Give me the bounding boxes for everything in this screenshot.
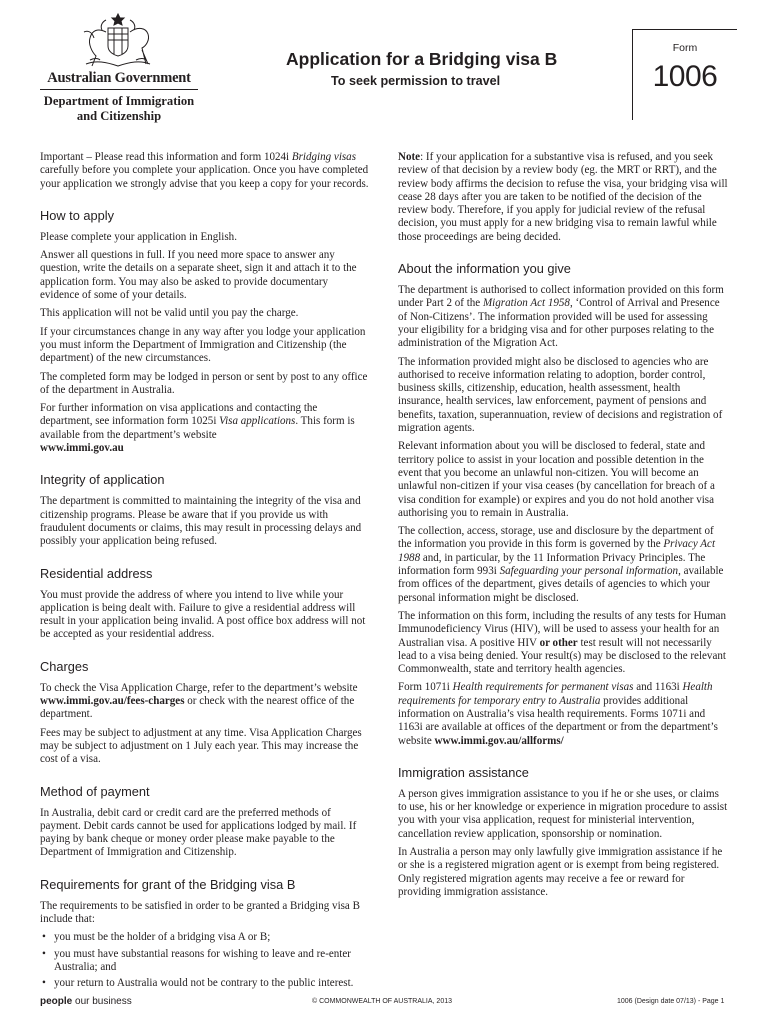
header-divider [40, 89, 198, 90]
paragraph: Please complete your application in English. [40, 230, 237, 243]
paragraph: The completed form may be lodged in person or sent by post to any office of the department in Australia. [40, 370, 368, 396]
integrity-heading: Integrity of application [40, 472, 165, 488]
paragraph: The department is committed to maintaining the integrity of the visa and citizenship programs. Please be aware that if you provide us with fraudulent documents or claims, this may result in processing delays and possibly your application being refused. [40, 495, 362, 548]
paragraph: Answer all questions in full. If you need more space to answer any question, write the details on a separate sheet, sign it and attach it to the application form. You may also be asked to provide documentary evidence of some of your details. [40, 249, 357, 302]
page-footer [0, 996, 770, 1016]
coat-of-arms-icon [76, 12, 160, 74]
department-name [40, 94, 198, 124]
how-to-apply-heading: How to apply [40, 207, 114, 223]
charges-heading: Charges [40, 658, 89, 674]
department-name-line1: Department of Immigration [43, 94, 195, 108]
immigration-assistance-heading: Immigration assistance [398, 764, 529, 780]
paragraph: In Australia, debit card or credit card are the preferred methods of payment. Debit cards cannot be used for applications lodged by mail. If paying by bank cheque or money order please make payable to the Department of Immigration and Citizenship. [40, 806, 357, 859]
paragraph: To check the Visa Application Charge, refer to the department’s website www.immi.gov.au/fees-charges or check with the nearest office of the department. [40, 681, 358, 721]
paragraph: The department is authorised to collect information provided on this form under Part 2 of the Migration Act 1958, ‘Control of Arrival and Presence of Non-Citizens’. The information provided will be used for assessing your eligibility for a bridging visa and for other purposes relating to the administration of the Migration Act. [398, 284, 724, 350]
requirements-list [40, 931, 370, 990]
paragraph: The information provided might also be disclosed to agencies who are authorised to receive information relating to adoption, border control, business skills, citizenship, education, health assessment, health insurance, health services, law enforcement, payment of pensions and benefits, taxation, superannuation, review of decisions and registration of migration agents. [398, 355, 723, 435]
intro-paragraph: Important – Please read this information and form 1024i Bridging visas carefully before you complete your application. Once you have completed your application we strongly advise that you keep a copy for your records. [40, 151, 369, 190]
government-name: Australian Government [47, 70, 191, 86]
website-link[interactable]: www.immi.gov.au [40, 442, 124, 455]
form-title: Application for a Bridging visa B [286, 49, 558, 69]
right-column [398, 151, 728, 904]
paragraph: Relevant information about you will be disclosed to federal, state and territory police to assist in your location and possible detention in the event that you become an unlawful non-citizen. You will become an unlawful non-citizen if your visa ceases (by cancellation for breach of a visa condition for example) or expires and you do not hold another visa authorising you to remain in Australia. [398, 440, 715, 519]
about-information-heading: About the information you give [398, 261, 571, 277]
form-number-box [632, 29, 737, 120]
residential-address-heading: Residential address [40, 565, 153, 581]
paragraph: Form 1071i Health requirements for permanent visas and 1163i Health requirements for temporary entry to Australia provides additional information on Australia’s visa health requirements. Forms 1071i and 1163i are available at offices of the department or from the department’s website www.immi.gov.au/allforms/ [398, 681, 718, 747]
paragraph: This application will not be valid until you pay the charge. [40, 307, 299, 320]
list-item: • your return to Australia would not be contrary to the public interest. [40, 977, 370, 990]
note-paragraph: Note: If your application for a substantive visa is refused, and you seek review of that decision by a review body (eg. the MRT or RRT), and the review body affirms the decision to refuse the visa, your bridging visa will cease 28 days after you are taken to be notified of the decision of the review body. Therefore, if you apply for judicial review of the refusal decision, you must apply for a new bridging visa to remain lawful while those proceedings are being decided. [398, 151, 728, 243]
forms-link[interactable]: www.immi.gov.au/allforms/ [434, 734, 564, 747]
list-item: • you must be the holder of a bridging visa A or B; [40, 931, 370, 944]
form-number: 1006 [652, 60, 718, 93]
left-column [40, 151, 370, 993]
footer-copyright: © COMMONWEALTH OF AUSTRALIA, 2013 [312, 998, 452, 1005]
paragraph: A person gives immigration assistance to you if he or she uses, or claims to use, his or her knowledge or experience in migration procedure to assist you with your visa application, request for ministerial intervention, cancellation review application, sponsorship or nomination. [398, 787, 728, 840]
paragraph: The collection, access, storage, use and disclosure by the department of the information you provide in this form is governed by the Privacy Act 1988 and, in particular, by the 11 Information Privacy Principles. The information form 993i Safeguarding your personal information, available from offices of the department, gives details of agencies to which your personal information might be disclosed. [398, 525, 724, 604]
fees-link[interactable]: www.immi.gov.au/fees-charges [40, 695, 185, 708]
payment-heading: Method of payment [40, 783, 150, 799]
list-item: • you must have substantial reasons for wishing to leave and re-enter Australia; and [40, 948, 370, 975]
page-header [0, 0, 770, 140]
paragraph: For further information on visa applications and contacting the department, see information form 1025i Visa applications. This form is available from the department’s website www.immi.gov.au [40, 402, 355, 455]
department-name-line2: and Citizenship [76, 109, 162, 123]
paragraph: The information on this form, including the results of any tests for Human Immunodeficiency Virus (HIV), will be used to assess your health for an Australian visa. A positive HIV or other test result will not necessarily lead to a visa being denied. Your result(s) may be disclosed to the relevant Commonwealth, state and territory health agencies. [398, 609, 726, 676]
paragraph: In Australia a person may only lawfully give immigration assistance if he or she is a registered migration agent or is exempt from being registered. Only registered migration agents may receive a fee or reward for providing immigration assistance. [398, 846, 723, 898]
form-subtitle: To seek permission to travel [331, 74, 501, 88]
footer-page-info: 1006 (Design date 07/13) - Page 1 [617, 998, 725, 1005]
form-label: Form [672, 42, 698, 54]
paragraph: If your circumstances change in any way after you lodge your application you must inform the Department of Immigration and Citizenship (the department) of the new circumstances. [40, 325, 366, 365]
paragraph: Fees may be subject to adjustment at any time. Visa Application Charges may be subject to adjustment on 1 July each year. This may increase the cost of a visa. [40, 726, 362, 766]
requirements-heading: Requirements for grant of the Bridging visa B [40, 876, 296, 892]
footer-slogan: people our business [40, 996, 132, 1007]
paragraph: The requirements to be satisfied in order to be granted a Bridging visa B include that: [40, 899, 360, 925]
paragraph: You must provide the address of where you intend to live while your application is being dealt with. Failure to give a residential address will result in your application being invalid. A post office box address will not be accepted as your residential address. [40, 588, 366, 641]
